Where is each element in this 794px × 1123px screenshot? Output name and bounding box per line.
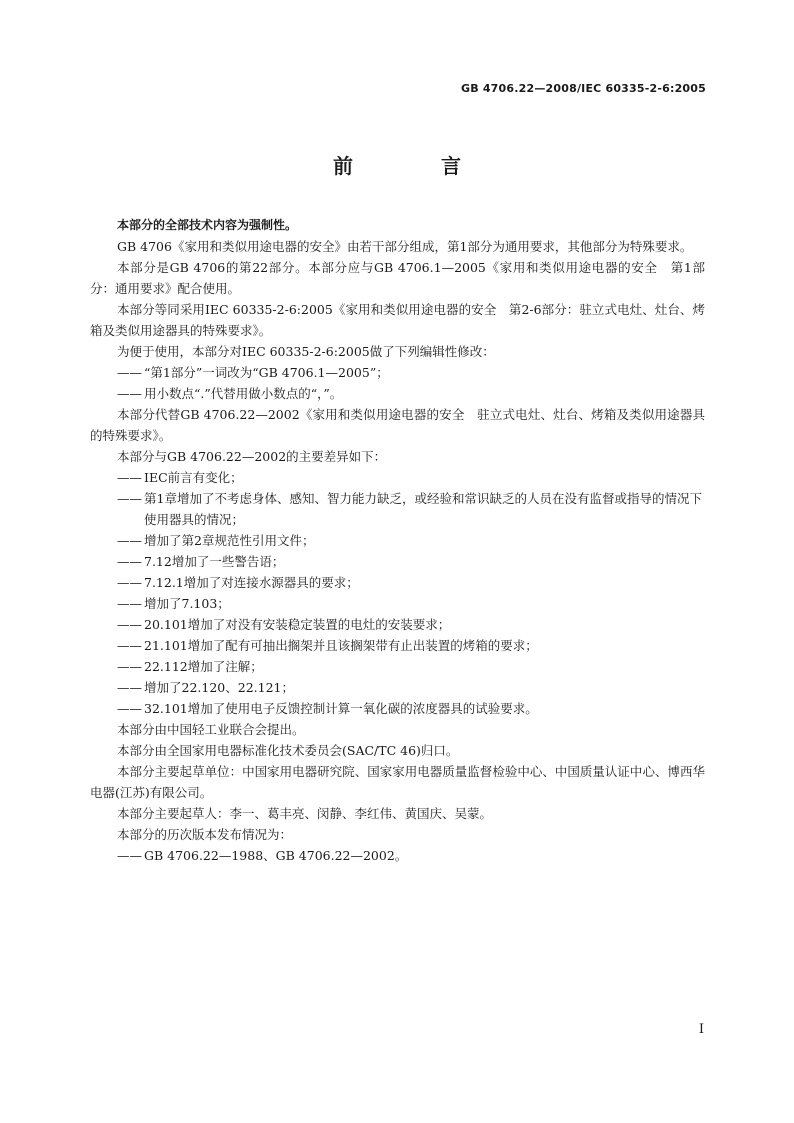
list-item: [90, 698, 705, 719]
list-item: [90, 551, 705, 572]
paragraph: 本部分由全国家用电器标准化技术委员会(SAC/TC 46)归口。: [117, 743, 459, 758]
dash-mark: ——: [117, 575, 142, 590]
dash-mark: ——: [117, 701, 142, 716]
dash-mark: ——: [117, 554, 142, 569]
list-item: [90, 593, 705, 614]
dash-mark: ——: [117, 638, 142, 653]
list-item: [90, 530, 705, 551]
list-item: [90, 572, 705, 593]
dash-mark: ——: [117, 680, 142, 695]
paragraph-mandatory: 本部分的全部技术内容为强制性。: [117, 218, 298, 232]
dash-mark: ——: [117, 617, 142, 632]
list-item: [90, 488, 705, 530]
paragraph: 本部分主要起草单位：中国家用电器研究院、国家家用电器质量监督检验中心、中国质量认证中心、博西华电器(江苏)有限公司。: [90, 764, 705, 800]
paragraph: 本部分与GB 4706.22—2002的主要差异如下：: [117, 449, 387, 464]
paragraph: GB 4706《家用和类似用途电器的安全》由若干部分组成，第1部分为通用要求，其他部分为特殊要求。: [117, 239, 693, 254]
list-item: [90, 845, 705, 866]
paragraph: 本部分主要起草人：李一、葛丰亮、闵静、李红伟、黄国庆、吴蒙。: [117, 806, 493, 821]
dash-mark: ——: [117, 659, 142, 674]
paragraph: 为便于使用，本部分对IEC 60335-2-6:2005做了下列编辑性修改：: [117, 344, 495, 359]
list-item: [90, 656, 705, 677]
paragraph: 本部分的历次版本发布情况为：: [117, 827, 293, 842]
page-title: 前 言: [333, 154, 495, 178]
list-item-text: 7.12.1增加了对连接水源器具的要求；: [144, 575, 359, 590]
list-item-text: 第1章增加了不考虑身体、感知、智力能力缺乏，或经验和常识缺乏的人员在没有监督或指导的情况下使用器具的情况；: [144, 491, 702, 527]
list-item: [90, 467, 705, 488]
list-item-text: 增加了7.103；: [144, 596, 230, 611]
dash-mark: ——: [117, 470, 142, 485]
list-item-text: 21.101增加了配有可抽出搁架并且该搁架带有止出装置的烤箱的要求；: [144, 638, 538, 653]
paragraph: 本部分代替GB 4706.22—2002《家用和类似用途电器的安全 驻立式电灶、灶台、烤箱及类似用途器具的特殊要求》。: [90, 407, 705, 443]
list-item-text: 用小数点“.”代替用做小数点的“，”。: [144, 386, 343, 401]
page-number: I: [698, 1022, 704, 1037]
dash-mark: ——: [117, 491, 142, 506]
list-item: [90, 383, 705, 404]
list-item-text: GB 4706.22—1988、GB 4706.22—2002。: [144, 848, 408, 863]
dash-mark: ——: [117, 533, 142, 548]
list-item-text: 20.101增加了对没有安装稳定装置的电灶的安装要求；: [144, 617, 451, 632]
paragraph: 本部分是GB 4706的第22部分。本部分应与GB 4706.1—2005《家用和类似用途电器的安全 第1部分：通用要求》配合使用。: [90, 260, 705, 296]
list-item: [90, 614, 705, 635]
list-item: [90, 362, 705, 383]
list-item-text: “第1部分”一词改为“GB 4706.1—2005”；: [144, 365, 389, 380]
dash-mark: ——: [117, 386, 142, 401]
paragraph: 本部分等同采用IEC 60335-2-6:2005《家用和类似用途电器的安全 第2-6部分：驻立式电灶、灶台、烤箱及类似用途器具的特殊要求》。: [90, 302, 705, 338]
list-item-text: 32.101增加了使用电子反馈控制计算一氧化碳的浓度器具的试验要求。: [144, 701, 538, 716]
document-body: [90, 215, 705, 866]
dash-mark: ——: [117, 848, 142, 863]
list-item-text: 增加了第2章规范性引用文件；: [144, 533, 315, 548]
list-item: [90, 677, 705, 698]
list-item: [90, 635, 705, 656]
standard-code-header: GB 4706.22—2008/IEC 60335-2-6:2005: [460, 82, 706, 95]
list-item-text: 增加了22.120、22.121；: [144, 680, 294, 695]
list-item-text: IEC前言有变化；: [144, 470, 243, 485]
list-item-text: 22.112增加了注解；: [144, 659, 263, 674]
dash-mark: ——: [117, 365, 142, 380]
paragraph: 本部分由中国轻工业联合会提出。: [117, 722, 305, 737]
dash-mark: ——: [117, 596, 142, 611]
list-item-text: 7.12增加了一些警告语；: [144, 554, 285, 569]
